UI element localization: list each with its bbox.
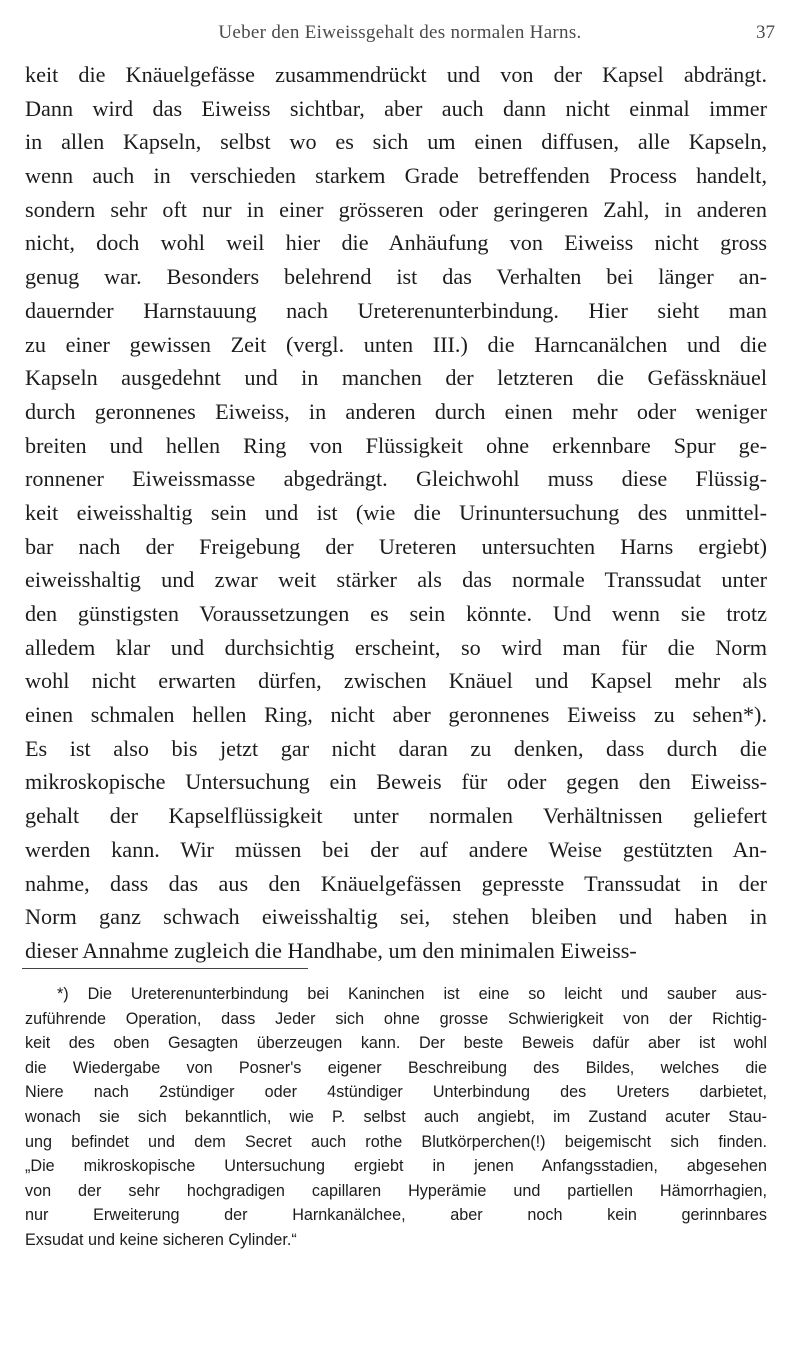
footnote-divider (22, 968, 308, 969)
body-line: Kapseln ausgedehnt und in manchen der letzteren die Gefässknäuel (25, 365, 767, 391)
body-line: wohl nicht erwarten dürfen, zwischen Knäuel und Kapsel mehr als (25, 668, 767, 694)
body-line: keit die Knäuelgefässe zusammendrückt und von der Kapsel abdrängt. (25, 62, 767, 87)
body-line: nicht, doch wohl weil hier die Anhäufung von Eiweiss nicht gross (25, 230, 767, 256)
body-line: einen schmalen hellen Ring, nicht aber geronnenes Eiweiss zu sehen*). (25, 702, 767, 728)
body-line: Dann wird das Eiweiss sichtbar, aber auch dann nicht einmal immer (25, 95, 767, 121)
body-line: ronnener Eiweissmasse abgedrängt. Gleichwohl muss diese Flüssig- (25, 466, 767, 492)
body-line: breiten und hellen Ring von Flüssigkeit ohne erkennbare Spur ge- (25, 432, 767, 458)
body-line: nahme, dass das aus den Knäuelgefässen gepresste Transsudat in der (25, 870, 767, 896)
footnote-line: „Die mikroskopische Untersuchung ergiebt in jenen Anfangsstadien, abgesehen (25, 1157, 767, 1176)
body-line: genug war. Besonders belehrend ist das Verhalten bei länger an- (25, 264, 767, 290)
body-line: durch geronnenes Eiweiss, in anderen durch einen mehr oder weniger (25, 398, 767, 424)
body-line: eiweisshaltig und zwar weit stärker als das normale Transsudat unter (25, 567, 767, 593)
footnote-line: Niere nach 2stündiger oder 4stündiger Unterbindung des Ureters darbietet, (25, 1083, 767, 1102)
footnote-line: Exsudat und keine sicheren Cylinder.“ (25, 1230, 297, 1249)
body-text (25, 58, 767, 968)
footnote-line: nur Erweiterung der Harnkanälchee, aber noch kein gerinnbares (25, 1206, 767, 1225)
page-number: 37 (756, 22, 775, 43)
footnote-line: zuführende Operation, dass Jeder sich ohne grosse Schwierigkeit von der Richtig- (25, 1009, 767, 1028)
body-line: bar nach der Freigebung der Ureteren untersuchten Harns ergiebt) (25, 533, 767, 559)
footnote-line: keit des oben Gesagten überzeugen kann. Der beste Beweis dafür aber ist wohl (25, 1034, 767, 1053)
body-line: dieser Annahme zugleich die Handhabe, um den minimalen Eiweiss- (25, 937, 637, 963)
body-line: Es ist also bis jetzt gar nicht daran zu denken, dass durch die (25, 735, 767, 761)
body-line: dauernder Harnstauung nach Ureterenunterbindung. Hier sieht man (25, 297, 767, 323)
body-line: in allen Kapseln, selbst wo es sich um einen diffusen, alle Kapseln, (25, 129, 767, 155)
body-line: gehalt der Kapselflüssigkeit unter normalen Verhältnissen geliefert (25, 803, 767, 829)
body-line: den günstigsten Voraussetzungen es sein könnte. Und wenn sie trotz (25, 601, 767, 626)
body-line: alledem klar und durchsichtig erscheint, so wird man für die Norm (25, 634, 767, 660)
footnote (25, 982, 767, 1253)
body-line: mikroskopische Untersuchung ein Beweis für oder gegen den Eiweiss- (25, 769, 767, 795)
footnote-line: *) Die Ureterenunterbindung bei Kaninchen ist eine so leicht und sauber aus- (57, 985, 767, 1003)
footnote-line: wonach sie sich bekanntlich, wie P. selbst auch angiebt, im Zustand acuter Stau- (25, 1107, 767, 1126)
footnote-line: die Wiedergabe von Posner's eigener Beschreibung des Bildes, welches die (25, 1058, 767, 1077)
footnote-line: ung befindet und dem Secret auch rothe Blutkörperchen(!) beigemischt sich finden. (25, 1132, 767, 1151)
running-title: Ueber den Eiweissgehalt des normalen Harns. (218, 22, 582, 43)
body-line: keit eiweisshaltig sein und ist (wie die Urinuntersuchung des unmittel- (25, 499, 767, 525)
body-line: Norm ganz schwach eiweisshaltig sei, stehen bleiben und haben in (25, 904, 767, 930)
body-line: zu einer gewissen Zeit (vergl. unten III.) die Harncanälchen und die (25, 331, 767, 357)
body-line: wenn auch in verschieden starkem Grade betreffenden Process handelt, (25, 163, 767, 189)
running-header (0, 22, 800, 52)
footnote-line: von der sehr hochgradigen capillaren Hyperämie und partiellen Hämorrhagien, (25, 1181, 767, 1200)
body-line: werden kann. Wir müssen bei der auf andere Weise gestützten An- (25, 836, 767, 862)
body-line: sondern sehr oft nur in einer grösseren oder geringeren Zahl, in anderen (25, 196, 767, 222)
